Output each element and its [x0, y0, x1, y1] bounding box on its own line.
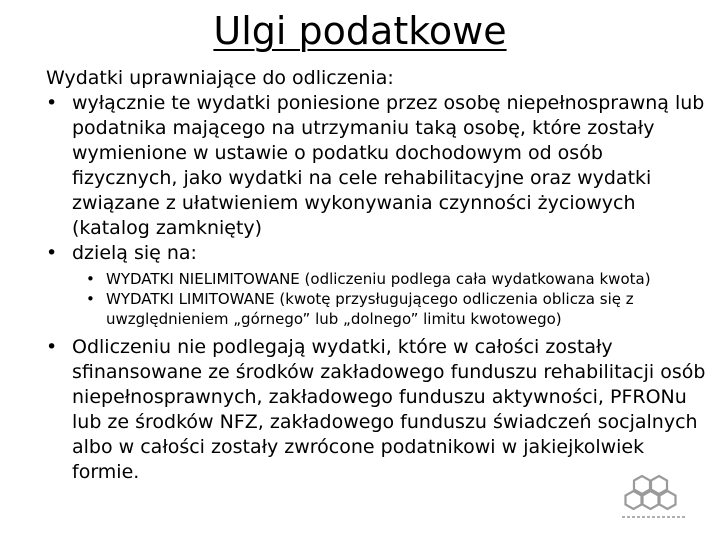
slide-body	[46, 66, 714, 485]
sub-bullet-text: WYDATKI LIMITOWANE (kwotę przysługującego odliczenia oblicza się z uwzględnieniem „górnego” lub „dolnego” limitu kwotowego)	[106, 290, 634, 328]
sub-bullet-list	[72, 269, 714, 329]
slide-title: Ulgi podatkowe	[213, 9, 507, 53]
bullet-icon: •	[46, 242, 58, 264]
sub-bullet-text: WYDATKI NIELIMITOWANE (odliczeniu podlega cała wydatkowana kwota)	[106, 270, 651, 288]
sub-bullet-icon: •	[86, 270, 95, 288]
sub-bullet-item	[72, 269, 714, 289]
bullet-text: Odliczeniu nie podlegają wydatki, które w całości zostały sfinansowane ze środków zakładowego funduszu rehabilitacji osób niepełnosprawnych, zakładowego funduszu aktywności, PFRONu lub ze środków NFZ, zakładowego funduszu świadczeń socjalnych albo w całości zostały zwrócone podatnikowi w jakiejkolwiek formie.	[72, 336, 706, 483]
bullet-item	[46, 335, 714, 485]
bullet-item	[46, 241, 714, 329]
intro-text: Wydatki uprawniające do odliczenia:	[46, 67, 394, 89]
bullet-text: wyłącznie te wydatki poniesione przez osobę niepełnosprawną lub podatnika mającego na utrzymaniu taką osobę, które zostały wymienione w ustawie o podatku dochodowym od osób fizycznych, jako wydatki na cele rehabilitacyjne oraz wydatki związane z ułatwieniem wykonywania czynności życiowych (katalog zamknięty)	[72, 92, 705, 239]
bullet-item	[46, 91, 714, 241]
sub-bullet-item	[72, 289, 714, 329]
bullet-list	[46, 91, 714, 485]
bullet-icon: •	[46, 92, 58, 114]
bullet-icon: •	[46, 336, 58, 358]
bullet-text: dzielą się na:	[72, 242, 197, 264]
hexagon-cluster-logo-icon	[614, 470, 694, 526]
sub-bullet-icon: •	[86, 290, 95, 308]
